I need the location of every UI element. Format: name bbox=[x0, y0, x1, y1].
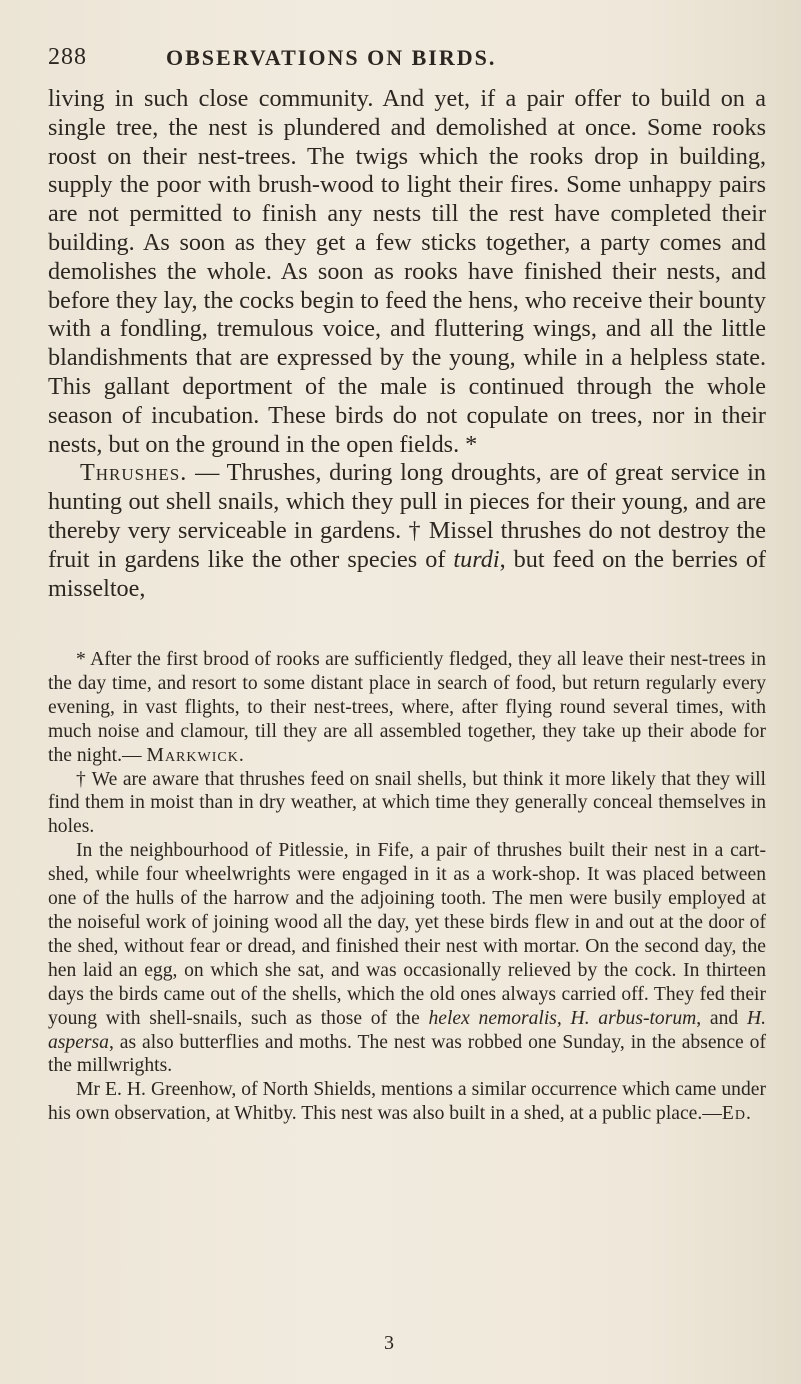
footnote-thrushes: † We are aware that thrushes feed on snail shells, but think it more likely that they will find them in moist than in dry weather, at which time they generally conceal themselves in holes. bbox=[48, 768, 766, 838]
footnote-pitlessie-italic-2: H. aspersa bbox=[48, 1007, 766, 1053]
footnote-pitlessie bbox=[48, 839, 766, 1078]
main-text bbox=[48, 85, 766, 603]
footnote-greenhow bbox=[48, 1078, 766, 1126]
footnote-greenhow-text: Mr E. H. Greenhow, of North Shields, mentions a similar occurrence which came under his own observation, at Whitby. This nest was also built in a shed, at a public place.— bbox=[48, 1079, 766, 1125]
thrushes-end: , but feed on the berries of misseltoe, bbox=[48, 545, 766, 602]
thrushes-heading: Thrushes. bbox=[80, 459, 188, 487]
footnote-pitlessie-italic-1: helex nemoralis, H. arbus-torum bbox=[428, 1007, 697, 1029]
footnote-rooks-author: Markwick. bbox=[146, 744, 245, 766]
paragraph-thrushes bbox=[48, 459, 766, 603]
footnote-pitlessie-a: In the neighbourhood of Pitlessie, in Fife, a pair of thrushes built their nest in a cart-shed, while four wheelwrights were engaged in it as a work-shop. It was placed between one of the hulls of the harrow and the adjoining tooth. The men were busily employed at the noiseful work of joining wood all the day, yet these birds flew in and out at the door of the shed, without fear or dread, and finished their nest with mortar. On the second day, the hen laid an egg, on which she sat, and was occasionally relieved by the cock. In thirteen days the birds came out of the shells, which the old ones always carried off. They fed their young with shell-snails, such as those of the bbox=[48, 840, 766, 1029]
thrushes-text: — Thrushes, during long droughts, are of great service in hunting out shell snails, which they pull in pieces for their young, and are thereby very serviceable in gardens. † Missel thrushes do not destroy the fruit in gardens like the other species of bbox=[48, 459, 766, 573]
footnote-pitlessie-c: , as also butterflies and moths. The nest was robbed one Sunday, in the absence of the millwrights. bbox=[48, 1031, 766, 1077]
footnotes bbox=[48, 648, 766, 1126]
page-number: 288 bbox=[48, 44, 87, 70]
thrushes-italic: turdi bbox=[453, 545, 500, 573]
page-header bbox=[48, 44, 768, 80]
paragraph-rooks: living in such close community. And yet, if a pair offer to build on a single tree, the nest is plundered and demolished at once. Some rooks roost on their nest-trees. The twigs which the rooks drop in building, supply the poor with brush-wood to light their fires. Some unhappy pairs are not permitted to finish any nests till the rest have completed their building. As soon as they get a few sticks together, a party comes and demolishes the whole. As soon as rooks have finished their nests, and before they lay, the cocks begin to feed the hens, who receive their bounty with a fondling, tremulous voice, and fluttering wings, and all the little blandishments that are expressed by the young, while in a helpless state. This gallant deportment of the male is continued through the whole season of incubation. These birds do not copulate on trees, nor in their nests, but on the ground in the open fields. * bbox=[48, 85, 766, 458]
signature-mark: 3 bbox=[384, 1332, 394, 1354]
running-title: OBSERVATIONS ON BIRDS. bbox=[166, 45, 497, 70]
footnote-rooks bbox=[48, 648, 766, 768]
footnote-greenhow-author: Ed. bbox=[721, 1103, 752, 1125]
footnote-pitlessie-b: , and bbox=[696, 1007, 747, 1029]
footnote-rooks-text: * After the first brood of rooks are sufficiently fledged, they all leave their nest-trees in the day time, and resort to some distant place in search of food, but return regularly every evening, in vast flights, to their nest-trees, where, after flying round several times, with much noise and clamour, till they are all assembled together, they take up their abode for the night.— bbox=[48, 649, 766, 766]
